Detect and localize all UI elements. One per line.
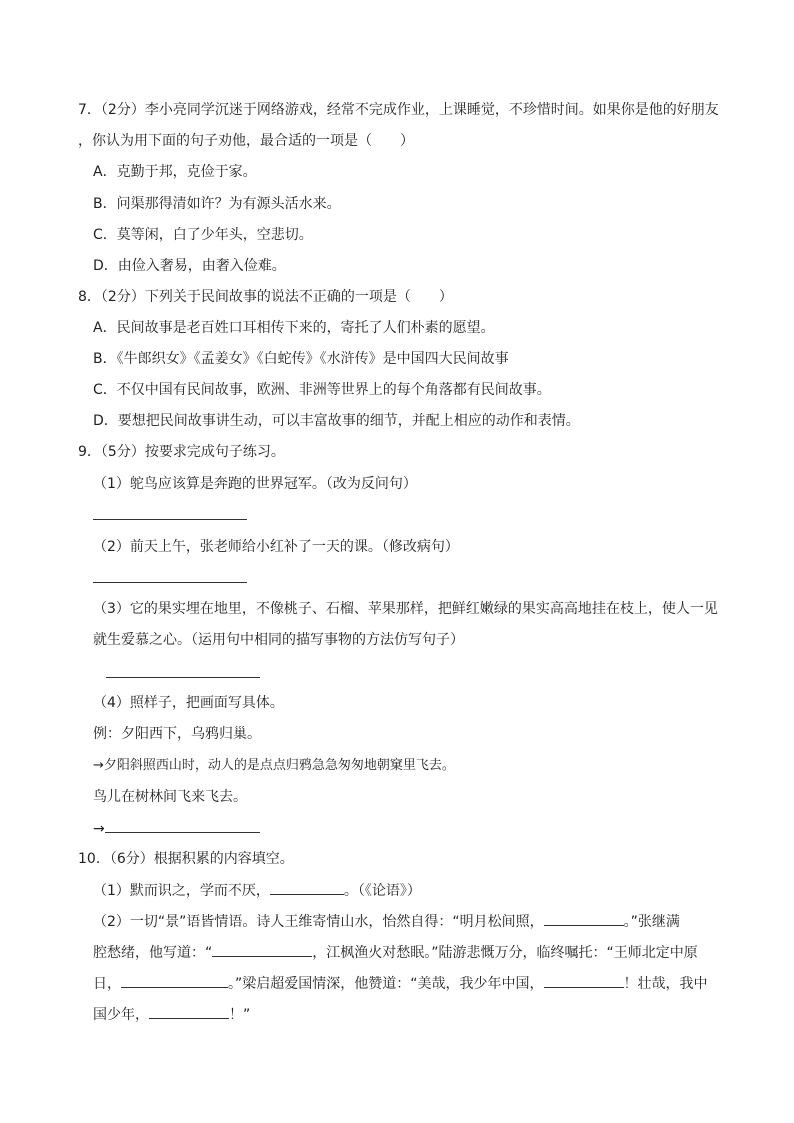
q9-sub3-answer-line[interactable]: [106, 677, 260, 678]
q8-option-a: A．民间故事是老百姓口耳相传下来的，寄托了人们朴素的愿望。: [93, 320, 495, 336]
q10-sub2-blank-3[interactable]: [121, 973, 228, 988]
q10-sub2-blank-1[interactable]: [544, 911, 624, 926]
q10-sub1-text-a: （1）默而识之，学而不厌，: [93, 883, 270, 899]
q10-sub2-text-b: 。”张继满: [623, 914, 680, 930]
q10-sub2-text-h: 国少年，: [93, 1007, 149, 1023]
q7-option-c: C．莫等闲，白了少年头，空悲切。: [93, 227, 313, 243]
q10-sub2-text-e: 日，: [93, 976, 121, 992]
q7-option-a: A．克勤于邦，克俭于家。: [93, 164, 257, 180]
q10-sub2-line2: [93, 942, 698, 963]
q10-sub1-text-b: 。（《论语》）: [343, 883, 421, 899]
q10-sub2-text-g: ！壮哉，我中: [623, 976, 708, 992]
q9-sub2: （2）前天上午，张老师给小红补了一天的课。（修改病句）: [93, 539, 459, 555]
q10-sub1-blank[interactable]: [270, 880, 344, 895]
q9-sub3-line2: 就生爱慕之心。（运用句中相同的描写事物的方法仿写句子）: [93, 632, 464, 648]
q10-sub2-text-f: 。”梁启超爱国情深，他赞道：“美哉，我少年中国，: [228, 976, 544, 992]
q9-sub3-line1: （3）它的果实埋在地里，不像桃子、石榴、苹果那样，把鲜红嫩绿的果实高高地挂在枝上，使人一见: [93, 601, 718, 617]
q10-sub2-blank-5[interactable]: [149, 1004, 229, 1019]
q7-stem-line2: ，你认为用下面的句子劝他，最合适的一项是（ ）: [78, 133, 414, 149]
q9-arrow: [93, 818, 260, 839]
q9-prompt: 鸟儿在树林间飞来飞去。: [93, 789, 247, 805]
q9-sub1: （1）鸵鸟应该算是奔跑的世界冠军。（改为反问句）: [93, 476, 417, 492]
q8-stem: 8．（2分）下列关于民间故事的说法不正确的一项是（ ）: [78, 289, 453, 305]
q7-option-b: B．问渠那得清如许？为有源头活水来。: [93, 196, 341, 212]
q10-sub2-line1: [93, 911, 680, 932]
q10-sub1: [93, 880, 421, 901]
q7-stem-line1: 7．（2分）李小亮同学沉迷于网络游戏，经常不完成作业，上课睡觉，不珍惜时间。如果你是他的好朋友: [78, 102, 719, 118]
q8-option-b: B．《牛郎织女》《孟姜女》《白蛇传》《水浒传》是中国四大民间故事: [93, 351, 509, 367]
q9-stem: 9．（5分）按要求完成句子练习。: [78, 444, 285, 460]
q10-sub2-line4: [93, 1004, 250, 1025]
q8-option-d: D．要想把民间故事讲生动，可以丰富故事的细节，并配上相应的动作和表情。: [93, 413, 580, 429]
q9-sub2-answer-line[interactable]: [93, 582, 247, 583]
q10-sub2-line3: [93, 973, 708, 994]
q7-option-d: D．由俭入奢易，由奢入俭难。: [93, 258, 286, 274]
q9-sub4-answer-blank[interactable]: [105, 818, 260, 833]
q10-sub2-text-a: （2）一切“景”语皆情语。诗人王维寄情山水，怡然自得：“明月松间照，: [93, 914, 544, 930]
q10-sub2-text-d: ，江枫渔火对愁眠。”陆游悲慨万分，临终嘱托：“王师北定中原: [312, 945, 698, 961]
q9-sub4: （4）照样子，把画面写具体。: [93, 695, 284, 711]
q10-sub2-blank-4[interactable]: [544, 973, 624, 988]
q10-stem: 10．（6分）根据积累的内容填空。: [78, 851, 294, 867]
q9-example: 例：夕阳西下，乌鸦归巢。: [93, 726, 261, 742]
arrow-icon: →: [93, 821, 105, 837]
q8-option-c: C．不仅中国有民间故事，欧洲、非洲等世界上的每个角落都有民间故事。: [93, 382, 551, 398]
q10-sub2-text-c: 腔愁绪，他写道：“: [93, 945, 213, 961]
q10-sub2-blank-2[interactable]: [212, 942, 312, 957]
q9-sub1-answer-line[interactable]: [93, 519, 247, 520]
q9-example-answer: →夕阳斜照西山时，动人的是点点归鸦急急匆匆地朝窠里飞去。: [93, 758, 455, 773]
q10-sub2-text-i: ！”: [229, 1007, 251, 1023]
